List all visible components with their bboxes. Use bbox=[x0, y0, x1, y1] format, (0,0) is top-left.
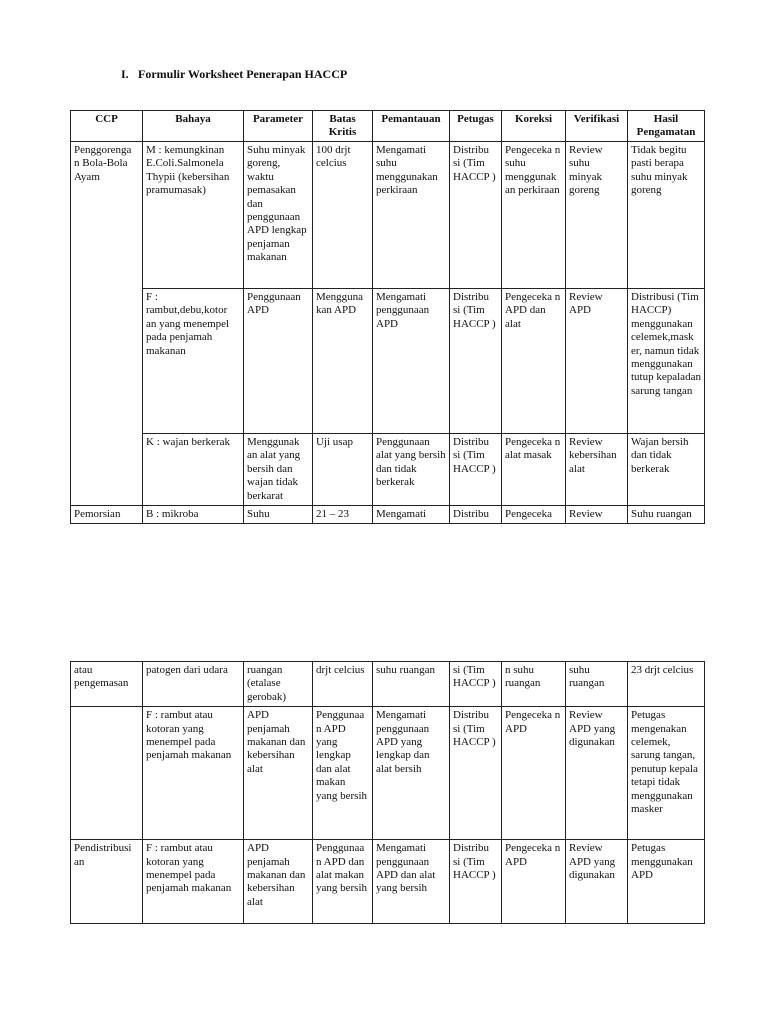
table-row bbox=[71, 289, 705, 434]
hasil-pengamatan-cell: 23 drjt celcius bbox=[628, 662, 705, 707]
hasil-pengamatan-cell: Distribusi (Tim HACCP) menggunakan celemek,mask er, namun tidak menggunakan tutup kepaladan sarung tangan bbox=[628, 289, 705, 434]
hasil-pengamatan-cell: Petugas menggunakan APD bbox=[628, 840, 705, 924]
ccp-cell: Pendistribusi an bbox=[71, 840, 143, 924]
petugas-cell: Distribu si (Tim HACCP ) bbox=[450, 434, 502, 506]
pemantauan-cell: Mengamati penggunaan APD dan alat yang bersih bbox=[373, 840, 450, 924]
pemantauan-cell: Penggunaan alat yang bersih dan tidak berkerak bbox=[373, 434, 450, 506]
ccp-cell: Pemorsian bbox=[71, 506, 143, 524]
pemantauan-cell: Mengamati penggunaan APD bbox=[373, 289, 450, 434]
batas-kritis-cell: 21 – 23 bbox=[313, 506, 373, 524]
bahaya-cell: patogen dari udara bbox=[143, 662, 244, 707]
bahaya-cell: F : rambut atau kotoran yang menempel pada penjamah makanan bbox=[143, 840, 244, 924]
bahaya-cell: F : rambut,debu,kotor an yang menempel pada penjamah makanan bbox=[143, 289, 244, 434]
table-row bbox=[71, 662, 705, 707]
petugas-cell: Distribu si (Tim HACCP ) bbox=[450, 289, 502, 434]
hasil-pengamatan-cell: Tidak begitu pasti berapa suhu minyak goreng bbox=[628, 142, 705, 289]
verifikasi-cell: Review suhu minyak goreng bbox=[566, 142, 628, 289]
pemantauan-cell: suhu ruangan bbox=[373, 662, 450, 707]
koreksi-cell: Pengeceka n APD dan alat bbox=[502, 289, 566, 434]
column-header-ccp: CCP bbox=[71, 111, 143, 142]
koreksi-cell: Pengeceka bbox=[502, 506, 566, 524]
column-header-petugas: Petugas bbox=[450, 111, 502, 142]
batas-kritis-cell: Mengguna kan APD bbox=[313, 289, 373, 434]
parameter-cell: APD penjamah makanan dan kebersihan alat bbox=[244, 707, 313, 840]
bahaya-cell: B : mikroba bbox=[143, 506, 244, 524]
heading-title: Formulir Worksheet Penerapan HACCP bbox=[138, 67, 348, 81]
parameter-cell: ruangan (etalase gerobak) bbox=[244, 662, 313, 707]
koreksi-cell: Pengeceka n APD bbox=[502, 707, 566, 840]
petugas-cell: Distribu si (Tim HACCP ) bbox=[450, 840, 502, 924]
hasil-pengamatan-cell: Petugas mengenakan celemek, sarung tangan, penutup kepala tetapi tidak menggunakan masker bbox=[628, 707, 705, 840]
bahaya-cell: K : wajan berkerak bbox=[143, 434, 244, 506]
batas-kritis-cell: Penggunaa n APD yang lengkap dan alat makan yang bersih bbox=[313, 707, 373, 840]
petugas-cell: Distribu si (Tim HACCP ) bbox=[450, 142, 502, 289]
pemantauan-cell: Mengamati bbox=[373, 506, 450, 524]
verifikasi-cell: Review APD bbox=[566, 289, 628, 434]
koreksi-cell: Pengeceka n alat masak bbox=[502, 434, 566, 506]
column-header-pemantauan: Pemantauan bbox=[373, 111, 450, 142]
verifikasi-cell: Review APD yang digunakan bbox=[566, 707, 628, 840]
bahaya-cell: M : kemungkinan E.Coli.Salmonela Thypii (kebersihan pramumasak) bbox=[143, 142, 244, 289]
table-row bbox=[71, 840, 705, 924]
petugas-cell: Distribu si (Tim HACCP ) bbox=[450, 707, 502, 840]
column-header-batas-kritis: Batas Kritis bbox=[313, 111, 373, 142]
batas-kritis-cell: 100 drjt celcius bbox=[313, 142, 373, 289]
verifikasi-cell: Review bbox=[566, 506, 628, 524]
hasil-pengamatan-cell: Wajan bersih dan tidak berkerak bbox=[628, 434, 705, 506]
ccp-cell: atau pengemasan bbox=[71, 662, 143, 707]
ccp-cell: Penggorenga n Bola-Bola Ayam bbox=[71, 142, 143, 506]
batas-kritis-cell: Uji usap bbox=[313, 434, 373, 506]
column-header-verifikasi: Verifikasi bbox=[566, 111, 628, 142]
haccp-table-page-1 bbox=[70, 110, 705, 524]
haccp-table-page-2 bbox=[70, 661, 705, 924]
petugas-cell: Distribu bbox=[450, 506, 502, 524]
ccp-cell bbox=[71, 707, 143, 840]
koreksi-cell: n suhu ruangan bbox=[502, 662, 566, 707]
verifikasi-cell: suhu ruangan bbox=[566, 662, 628, 707]
table-row bbox=[71, 506, 705, 524]
parameter-cell: Menggunak an alat yang bersih dan wajan tidak berkarat bbox=[244, 434, 313, 506]
parameter-cell: Suhu minyak goreng, waktu pemasakan dan penggunaan APD lengkap penjaman makanan bbox=[244, 142, 313, 289]
column-header-hasil-pengamatan: Hasil Pengamatan bbox=[628, 111, 705, 142]
hasil-pengamatan-cell: Suhu ruangan bbox=[628, 506, 705, 524]
column-header-koreksi: Koreksi bbox=[502, 111, 566, 142]
koreksi-cell: Pengeceka n suhu menggunak an perkiraan bbox=[502, 142, 566, 289]
heading-number: I. bbox=[121, 67, 129, 81]
bahaya-cell: F : rambut atau kotoran yang menempel pada penjamah makanan bbox=[143, 707, 244, 840]
parameter-cell: Suhu bbox=[244, 506, 313, 524]
parameter-cell: APD penjamah makanan dan kebersihan alat bbox=[244, 840, 313, 924]
parameter-cell: Penggunaan APD bbox=[244, 289, 313, 434]
batas-kritis-cell: drjt celcius bbox=[313, 662, 373, 707]
header-row bbox=[71, 111, 705, 142]
column-header-parameter: Parameter bbox=[244, 111, 313, 142]
koreksi-cell: Pengeceka n APD bbox=[502, 840, 566, 924]
batas-kritis-cell: Penggunaa n APD dan alat makan yang bersih bbox=[313, 840, 373, 924]
pemantauan-cell: Mengamati suhu menggunakan perkiraan bbox=[373, 142, 450, 289]
table-row bbox=[71, 142, 705, 289]
column-header-bahaya: Bahaya bbox=[143, 111, 244, 142]
table-row bbox=[71, 434, 705, 506]
petugas-cell: si (Tim HACCP ) bbox=[450, 662, 502, 707]
verifikasi-cell: Review APD yang digunakan bbox=[566, 840, 628, 924]
table-row bbox=[71, 707, 705, 840]
worksheet-heading bbox=[121, 68, 347, 81]
verifikasi-cell: Review kebersihan alat bbox=[566, 434, 628, 506]
pemantauan-cell: Mengamati penggunaan APD yang lengkap dan alat bersih bbox=[373, 707, 450, 840]
